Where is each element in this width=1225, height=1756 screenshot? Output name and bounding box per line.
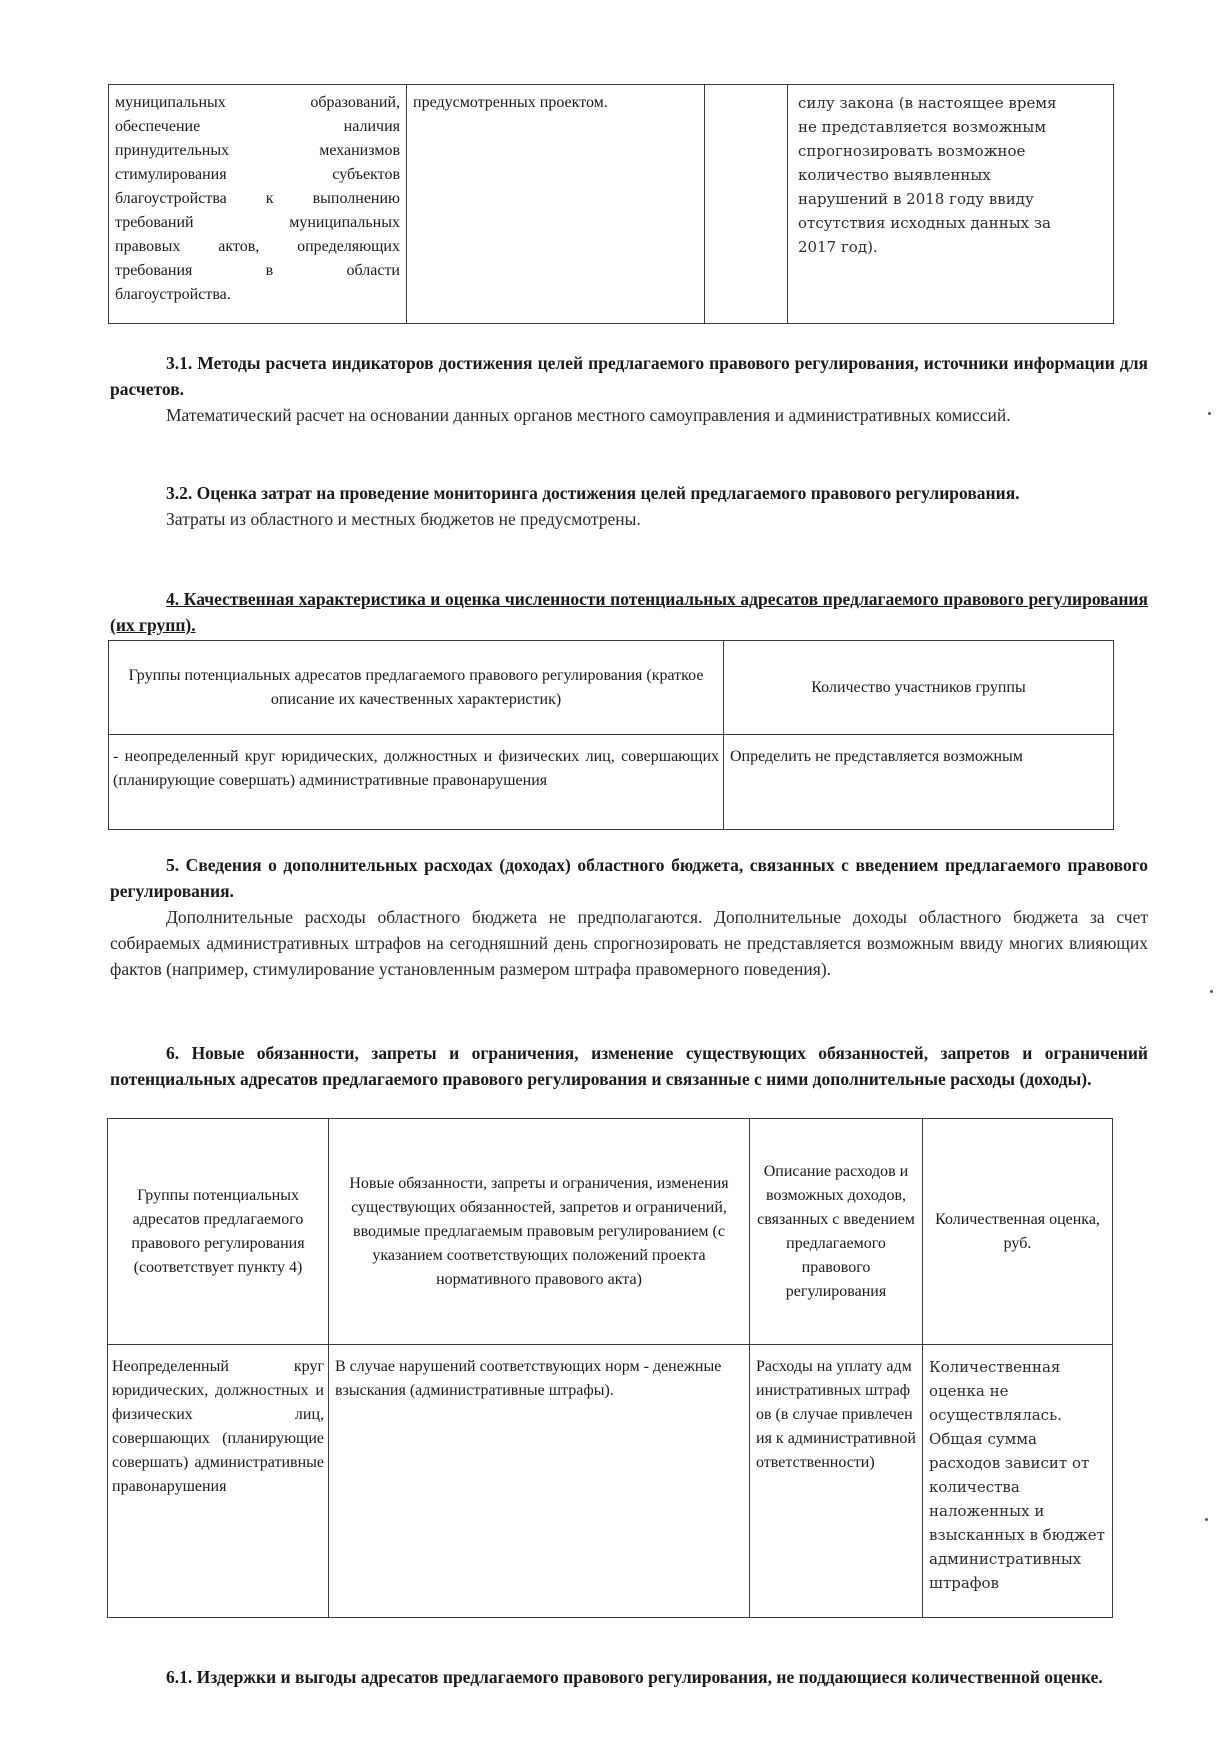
cell-text: 2017 год). — [798, 238, 878, 256]
table-header-cell — [750, 1119, 923, 1345]
table-row — [108, 1345, 1113, 1618]
header-text: Количество участников группы — [811, 678, 1026, 696]
section-3-1 — [110, 350, 1148, 428]
cell-text: В случае нарушений соответствующих норм - денежные взыскания (административные штрафы). — [335, 1358, 722, 1399]
cell-text: спрогнозировать возможное — [798, 142, 1026, 160]
section-body: Дополнительные расходы областного бюджета не предполагаются. Дополнительные доходы областного бюджета за счет собираемых административных штрафов на сегодняшний день спрогнозировать не представляется возможным ввиду многих влияющих фактов (например, стимулирование установленным размером штрафа правомерного поведения). — [110, 907, 1148, 979]
table-cell — [407, 85, 705, 324]
table-header-row — [108, 1119, 1113, 1345]
cell-text: благоустройства. — [115, 286, 231, 303]
table-header-cell — [329, 1119, 750, 1345]
cell-text: не представляется возможным — [798, 118, 1046, 136]
section-body: Затраты из областного и местных бюджетов не предусмотрены. — [166, 509, 641, 529]
section-heading: 4. Качественная характеристика и оценка численности потенциальных адресатов предлагаемого правового регулирования (их групп). — [110, 589, 1148, 635]
cell-text: благоустройства к выполнению — [115, 190, 400, 207]
scan-speck — [1205, 1518, 1208, 1521]
header-text: Количественная оценка, руб. — [935, 1210, 1100, 1252]
section-heading: 6.1. Издержки и выгоды адресатов предлагаемого правового регулирования, не поддающиеся количественной оценке. — [166, 1667, 1103, 1687]
section-heading: 5. Сведения о дополнительных расходах (доходах) областного бюджета, связанных с введением предлагаемого правового регулирования. — [110, 855, 1148, 901]
table-cell — [788, 85, 1114, 324]
table-cell — [108, 1345, 329, 1618]
cell-text: принудительных механизмов — [115, 142, 400, 159]
table-cell — [750, 1345, 923, 1618]
table-cell — [724, 735, 1114, 830]
cell-text: нарушений в 2018 году ввиду — [798, 190, 1034, 208]
section-body: Математический расчет на основании данных органов местного самоуправления и административных комиссий. — [166, 405, 1011, 425]
cell-text: обеспечение наличия — [115, 118, 400, 135]
table-cell — [329, 1345, 750, 1618]
section-heading: 3.2. Оценка затрат на проведение мониторинга достижения целей предлагаемого правового регулирования. — [166, 483, 1020, 503]
section-3-2 — [110, 480, 1148, 532]
header-text: Группы потенциальных адресатов предлагаемого правового регулирования (соответствует пункту 4) — [131, 1186, 305, 1276]
obligations-table — [107, 1118, 1113, 1618]
table-header-cell — [724, 641, 1114, 735]
cell-text: стимулирования субъектов — [115, 166, 400, 183]
table-header-cell — [109, 641, 724, 735]
cell-text: Определить не представляется возможным — [730, 748, 1023, 765]
table-cell — [705, 85, 788, 324]
header-text: Новые обязанности, запреты и ограничения, изменения существующих обязанностей, запретов и ограничений, вводимые предлагаемым правовым регулированием (с указанием соответствующих положений проекта нормативного правового акта) — [349, 1174, 729, 1288]
cell-text: муниципальных образований, — [115, 94, 400, 111]
table-row — [109, 735, 1114, 830]
table-cell — [109, 735, 724, 830]
table-row — [109, 85, 1114, 324]
table-header-row — [109, 641, 1114, 735]
table-cell — [109, 85, 407, 324]
scan-speck — [1210, 990, 1213, 993]
cell-text: требований муниципальных — [115, 214, 400, 231]
cell-text: правовых актов, определяющих — [115, 238, 400, 255]
section-6 — [110, 1040, 1148, 1092]
table-header-cell — [923, 1119, 1113, 1345]
cell-text: предусмотренных проектом. — [413, 94, 608, 111]
cell-text: количество выявленных — [798, 166, 991, 184]
header-text: Группы потенциальных адресатов предлагаемого правового регулирования (краткое описание их качественных характеристик) — [128, 666, 704, 708]
continuation-table — [108, 84, 1114, 324]
table-cell — [923, 1345, 1113, 1618]
section-5 — [110, 852, 1148, 982]
cell-text: требования в области — [115, 262, 400, 279]
section-6-1 — [110, 1664, 1148, 1690]
header-text: Описание расходов и возможных доходов, связанных с введением предлагаемого правового регулирования — [757, 1162, 915, 1300]
cell-text: отсутствия исходных данных за — [798, 214, 1051, 232]
table-header-cell — [108, 1119, 329, 1345]
section-heading: 3.1. Методы расчета индикаторов достижения целей предлагаемого правового регулирования, источники информации для расчетов. — [110, 353, 1148, 399]
section-4 — [110, 586, 1148, 638]
cell-text: Расходы на уплату административных штрафов (в случае привлечения к административной ответственности) — [756, 1358, 916, 1471]
cell-text: силу закона (в настоящее время — [798, 94, 1057, 112]
addressee-groups-table — [108, 640, 1114, 830]
scan-speck — [1208, 412, 1211, 415]
section-heading: 6. Новые обязанности, запреты и ограничения, изменение существующих обязанностей, запретов и ограничений потенциальных адресатов предлагаемого правового регулирования и связанные с ними дополнительные расходы (доходы). — [110, 1043, 1148, 1089]
cell-text: Неопределенный круг юридических, должностных и физических лиц, совершающих (планирующие совершать) административные правонарушения — [112, 1358, 324, 1495]
cell-text: Количественная оценка не осуществлялась. Общая сумма расходов зависит от количества наложенных и взысканных в бюджет административных штрафов — [929, 1358, 1105, 1592]
cell-text: - неопределенный круг юридических, должностных и физических лиц, совершающих (планирующие совершать) административные правонарушения — [113, 748, 719, 789]
